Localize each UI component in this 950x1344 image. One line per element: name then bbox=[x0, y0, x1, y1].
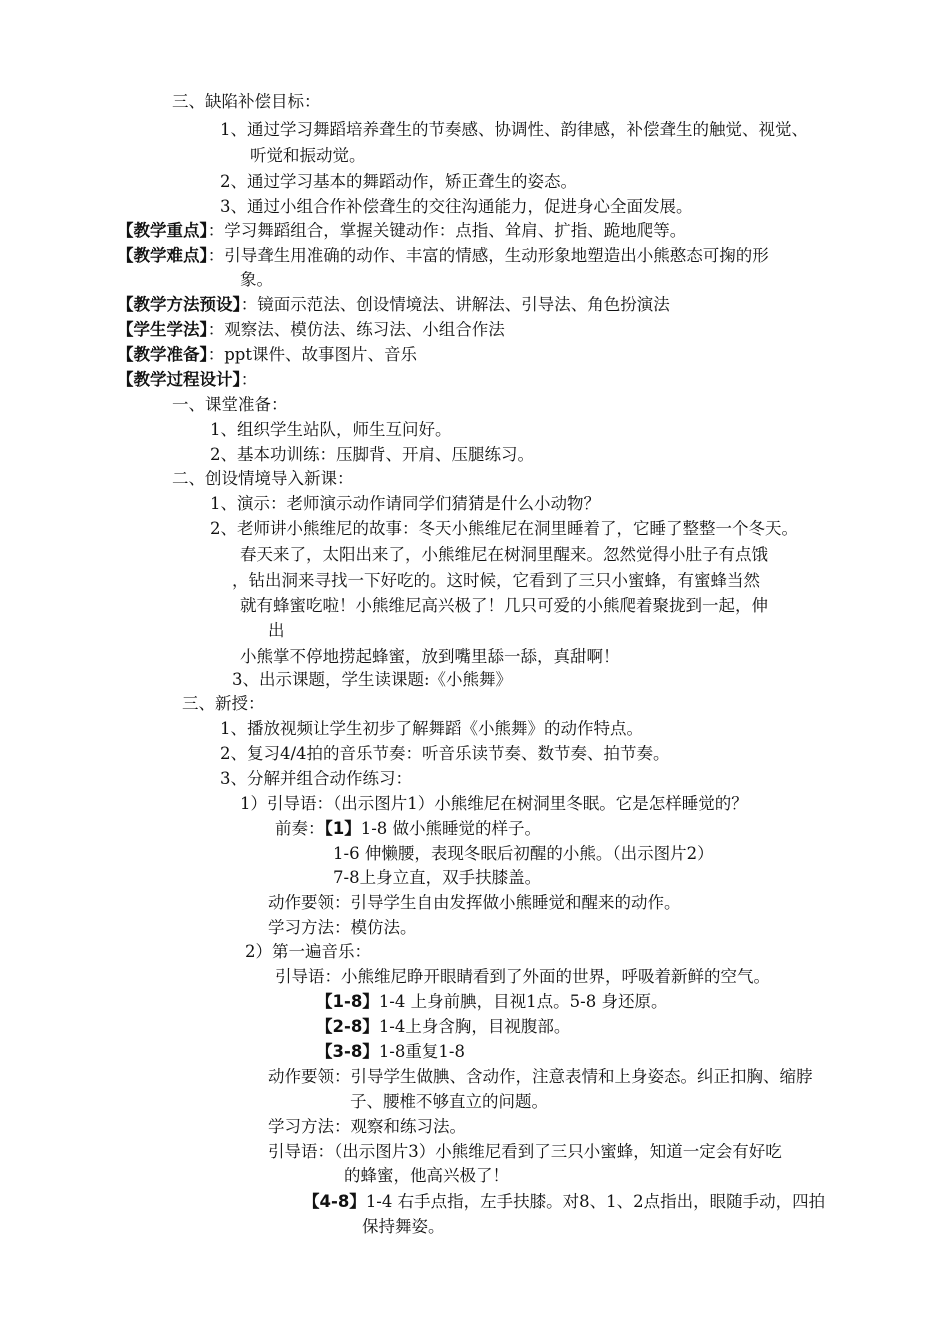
text-line: 【1-8】1-4 上身前腆，目视1点。5-8 身还原。 bbox=[316, 992, 668, 1011]
text-line: 小熊掌不停地捞起蜂蜜，放到嘴里舔一舔，真甜啊！ bbox=[240, 647, 620, 666]
text-line: 2、老师讲小熊维尼的故事：冬天小熊维尼在洞里睡着了，它睡了整整一个冬天。 bbox=[210, 519, 798, 538]
text-line: 1、播放视频让学生初步了解舞蹈《小熊舞》的动作特点。 bbox=[220, 719, 643, 738]
text-line: 春天来了，太阳出来了，小熊维尼在树洞里醒来。忽然觉得小肚子有点饿 bbox=[240, 545, 768, 564]
text-line: 【4-8】1-4 右手点指，左手扶膝。对8、1、2点指出，眼随手动，四拍 bbox=[303, 1192, 826, 1211]
text-line: 2、基本功训练：压脚背、开肩、压腿练习。 bbox=[210, 445, 534, 464]
text-line: 7-8上身立直，双手扶膝盖。 bbox=[333, 868, 542, 887]
difficulty-line: 【教学难点】：引导聋生用准确的动作、丰富的情感，生动形象地塑造出小熊憨态可掬的形 bbox=[117, 246, 769, 265]
text-line: 3、通过小组合作补偿聋生的交往沟通能力，促进身心全面发展。 bbox=[220, 197, 693, 216]
text-line: 的蜂蜜，他高兴极了！ bbox=[344, 1166, 509, 1185]
text-line: 1、组织学生站队，师生互问好。 bbox=[210, 420, 452, 439]
text-line: 前奏：【1】1-8 做小熊睡觉的样子。 bbox=[275, 819, 542, 838]
key-points-line: 【教学重点】：学习舞蹈组合，掌握关键动作：点指、耸肩、扩指、跪地爬等。 bbox=[117, 221, 687, 240]
text-line: 保持舞姿。 bbox=[362, 1217, 445, 1236]
preparation-line: 【教学准备】：ppt课件、故事图片、音乐 bbox=[117, 345, 418, 364]
text-line: ，钻出洞来寻找一下好吃的。这时候，它看到了三只小蜜蜂，有蜜蜂当然 bbox=[232, 571, 760, 590]
text-line: 1、通过学习舞蹈培养聋生的节奏感、协调性、韵律感，补偿聋生的触觉、视觉、 bbox=[220, 120, 808, 139]
text-line: 【3-8】1-8重复1-8 bbox=[316, 1042, 465, 1061]
text-line: 2）第一遍音乐： bbox=[245, 942, 371, 961]
text-line: 就有蜂蜜吃啦！小熊维尼高兴极了！几只可爱的小熊爬着聚拢到一起，伸 bbox=[240, 596, 768, 615]
text-line: 3、出示课题，学生读课题:《小熊舞》 bbox=[232, 670, 513, 689]
text-line: 听觉和振动觉。 bbox=[250, 146, 366, 165]
text-line: 动作要领：引导学生自由发挥做小熊睡觉和醒来的动作。 bbox=[268, 893, 681, 912]
text-line: 【2-8】1-4上身含胸，目视腹部。 bbox=[316, 1017, 571, 1036]
section-heading: 二、创设情境导入新课： bbox=[172, 469, 354, 488]
text-line: 学习方法：观察和练习法。 bbox=[268, 1117, 466, 1136]
text-line: 引导语：（出示图片3）小熊维尼看到了三只小蜜蜂，知道一定会有好吃 bbox=[268, 1142, 782, 1161]
text-line: 学习方法：模仿法。 bbox=[268, 918, 417, 937]
text-line: 1）引导语：（出示图片1）小熊维尼在树洞里冬眠。它是怎样睡觉的？ bbox=[240, 794, 748, 813]
text-line: 象。 bbox=[240, 270, 273, 289]
section-heading: 一、课堂准备： bbox=[172, 395, 288, 414]
text-line: 2、通过学习基本的舞蹈动作，矫正聋生的姿态。 bbox=[220, 172, 577, 191]
text-line: 子、腰椎不够直立的问题。 bbox=[350, 1092, 548, 1111]
student-methods-line: 【学生学法】：观察法、模仿法、练习法、小组合作法 bbox=[117, 320, 505, 339]
text-line: 出 bbox=[268, 621, 285, 640]
text-line: 1-6 伸懒腰，表现冬眠后初醒的小熊。（出示图片2） bbox=[333, 844, 714, 863]
text-line: 2、复习4/4拍的音乐节奏：听音乐读节奏、数节奏、拍节奏。 bbox=[220, 744, 670, 763]
section-heading: 三、缺陷补偿目标： bbox=[172, 92, 321, 111]
text-line: 动作要领：引导学生做腆、含动作，注意表情和上身姿态。纠正扣胸、缩脖 bbox=[268, 1067, 813, 1086]
methods-line: 【教学方法预设】：镜面示范法、创设情境法、讲解法、引导法、角色扮演法 bbox=[117, 295, 670, 314]
text-line: 1、演示：老师演示动作请同学们猜猜是什么小动物？ bbox=[210, 494, 600, 513]
section-heading: 三、新授： bbox=[182, 694, 265, 713]
text-line: 引导语：小熊维尼睁开眼睛看到了外面的世界，呼吸着新鲜的空气。 bbox=[275, 967, 770, 986]
text-line: 3、分解并组合动作练习： bbox=[220, 769, 412, 788]
process-heading: 【教学过程设计】： bbox=[117, 370, 258, 389]
